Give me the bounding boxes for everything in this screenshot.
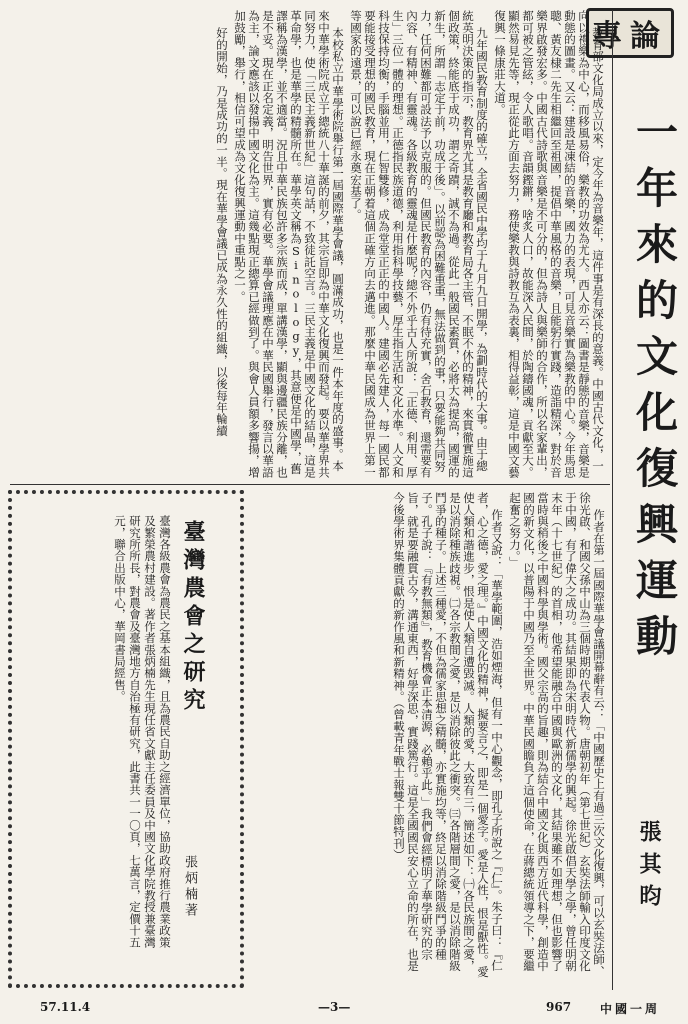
- paragraph: 教育部文化局成立以來，定今年為音樂年，這件事是有深長的意義。中國古代文化，一向以禮樂為中心，而移風易俗，樂教的功效為尤大。西人亦云：圖書是靜態的音樂，音樂是動態的圖畫。又云：建設是凍結的音樂，國力的表現，可見音樂實為樂教的中心。今年馬思聰、黃友棣二先生相繼回至祖國，提倡中華風格的音樂，且能躬行實踐，造詣精深，對於音樂界啟發宏多。中國古代詩歌與音樂是不可分的，但為詩人與樂師的合作，所以名家輩出，都可被之管絃，令人歌唱。音韻鏗鏘，啥炙人口，故能深入民間，於陶鑄國魂，貢獻至大。顯然易見先等，現正從此方面去努力，務使樂教與詩教互為表裏，相得益彰，這是中國文藝復興一條康莊大道。: [493, 10, 605, 478]
- title-divider: [612, 10, 613, 990]
- author-name: 張其昀: [636, 820, 662, 916]
- column-tag: 專論: [586, 8, 674, 58]
- book-ad-title: 臺灣農會之研究: [180, 520, 206, 716]
- paragraph: 作者又說：「華學範圍，浩如煙海，但有一中心觀念，即孔子所說之『仁』。朱子曰：『仁者，心之德，愛之理。』中國文化的精神，擬要言之，即是一個愛字。愛是人性，恨是獸性。愛使人類和諧進步，恨是使人類自遭毀滅。人類的愛，大致有三，簡述如下：㈠各民族間之愛，是以消除種族歧視。㈡各宗教間之愛，是以消除彼此之衝突。㈢各階層間之愛，是以消除階級鬥爭的種子。上述三種愛，不但為儒家思想之精髓，亦實施均等，終足以消除階級鬥爭的種子。孔子說：『有教無類』，教育機會正本清源，必賴乎此。」我們會經標明了華學研究的宗旨，就是要融貫古今，溝通東西，好學深思，實踐篤行。這是全國國民安心立命的所在，也是今後學術界集體貢獻的新作風和新精神。（曾載青年戰士報雙十節特刊）: [392, 492, 504, 978]
- paragraph: 作者在第一屆國際華學會議開幕辭有云：「中國歷史上有過三次文化復興，可以玄奘法師、徐光啟、和國父孫中山為三個時期的代表人物。唐朝初年（第七世紀）玄奘法師輸入印度文化于中國，有了偉大之成功。其結果即為宋明時代新儒學的興起。徐光啟倡天學之學，曾任明朝末年（十七世紀）的首相，他希望能融合中國與歐洲的文化，其結果雖不如理想，但也影響了當時與稍後之中國科學與學術。國父宗高的旨趣，則為結合中國文化與西方近代科學，創造中國的新文化，以普陽于中國乃至全世界。中華民國瞻負了這個使命，在蔣總統領導之下，要繼起奮之努力。」: [508, 492, 606, 978]
- article-upper: [10, 10, 605, 480]
- book-ad-text: 臺灣各級農會為農民之基本組織，且為農民自助之經濟單位，協助政府推行農業政策及繁榮農村建設。著作者張炳楠先生現任省文獻主任委員及中國文化學院教授兼臺灣研究所所長，對農會及臺灣地方自治極有研究，此書共一一〇頁，七萬言，定價十五元，聯合出版中心，華岡書局經售。: [113, 515, 172, 948]
- footer-date: 57.11.4: [40, 1000, 91, 1014]
- footer-publication: 中國一周: [600, 1002, 661, 1016]
- paragraph: 九年國民教育制度的確立，全省國民中學均于九月九日開學，為劃時代的大事。由于總統英明決策的指示，教育界尤其是教育廳和教育局各主管，不眠不休的精神，來貫徹實施這個政策，終能底于成功，謂之奇蹟，誠不為過。從此一般國民素質，必將大為提高，國運的新生，所謂「志定于前，功成于後」。以前認為困難重重，無法做到的事，只要能夠共同努力，任何困難都可設法予以克服的。但國民教育的內容，仍有待充實，舍石教育，還需要有內容、有精神、有靈魂。各級教育的靈魂是什麼呢？總不外乎古人所說：「正德、利用、厚生」三位一體的理想。正德指民族道德，利用指科學技藝，厚生指生活和文化水準。人文和科技保持均衡，手腦並用，仁智雙修，成為堂堂正正的中國人。建國必先建人，每一國民都要能接受理想的國民教育，現在正朝着這個正確方向去邁進。那麼中華民國成為世界上第一等國家的遠景，可以說已經永奠宏基了。: [349, 10, 489, 478]
- book-ad-author: 張炳楠著: [182, 855, 197, 919]
- paragraph: 好的開始，乃是成功的一半。現在華學會議已成為永久性的組織，以後每年輪續: [215, 27, 229, 437]
- page-footer: [0, 996, 688, 1020]
- paragraph: 本校私立中華學術院舉行第一屆國際華學會議，圓滿成功，也是一件本年度的盛事。本來中華學術院成立于總統八十華誕的前夕，其宗旨即為中華文化復興而發起。要以華學界共同努力，使「三民主義新世紀」這句話，不致徒託空言。三民主義是中國文化的結晶，這是革命學，也是華學的精髓所在。華學英文稱為Sinology，其意便是中國學，舊譯稱為漢學，並不適當。況且中華民族包許多宗族而成，單講漢學，顯與邊疆民族分離，也是不妥。現在正名定義，明告世界，實有必要。華學會議理應在中華民國舉行，發言以華語為主，論文應該以發揚中國文化為主。這幾點現正總算已經做到了。與會人員額多響揚，增加鼓勵，舉行，相信可望成為文化復興運動中重點之一。: [233, 10, 345, 478]
- page-title: 一年來的文化復興運動: [630, 110, 679, 670]
- footer-issue: 967: [546, 1000, 572, 1014]
- article-lower: [246, 492, 606, 982]
- section-divider: [10, 484, 610, 485]
- footer-page-number: —3—: [318, 1000, 351, 1014]
